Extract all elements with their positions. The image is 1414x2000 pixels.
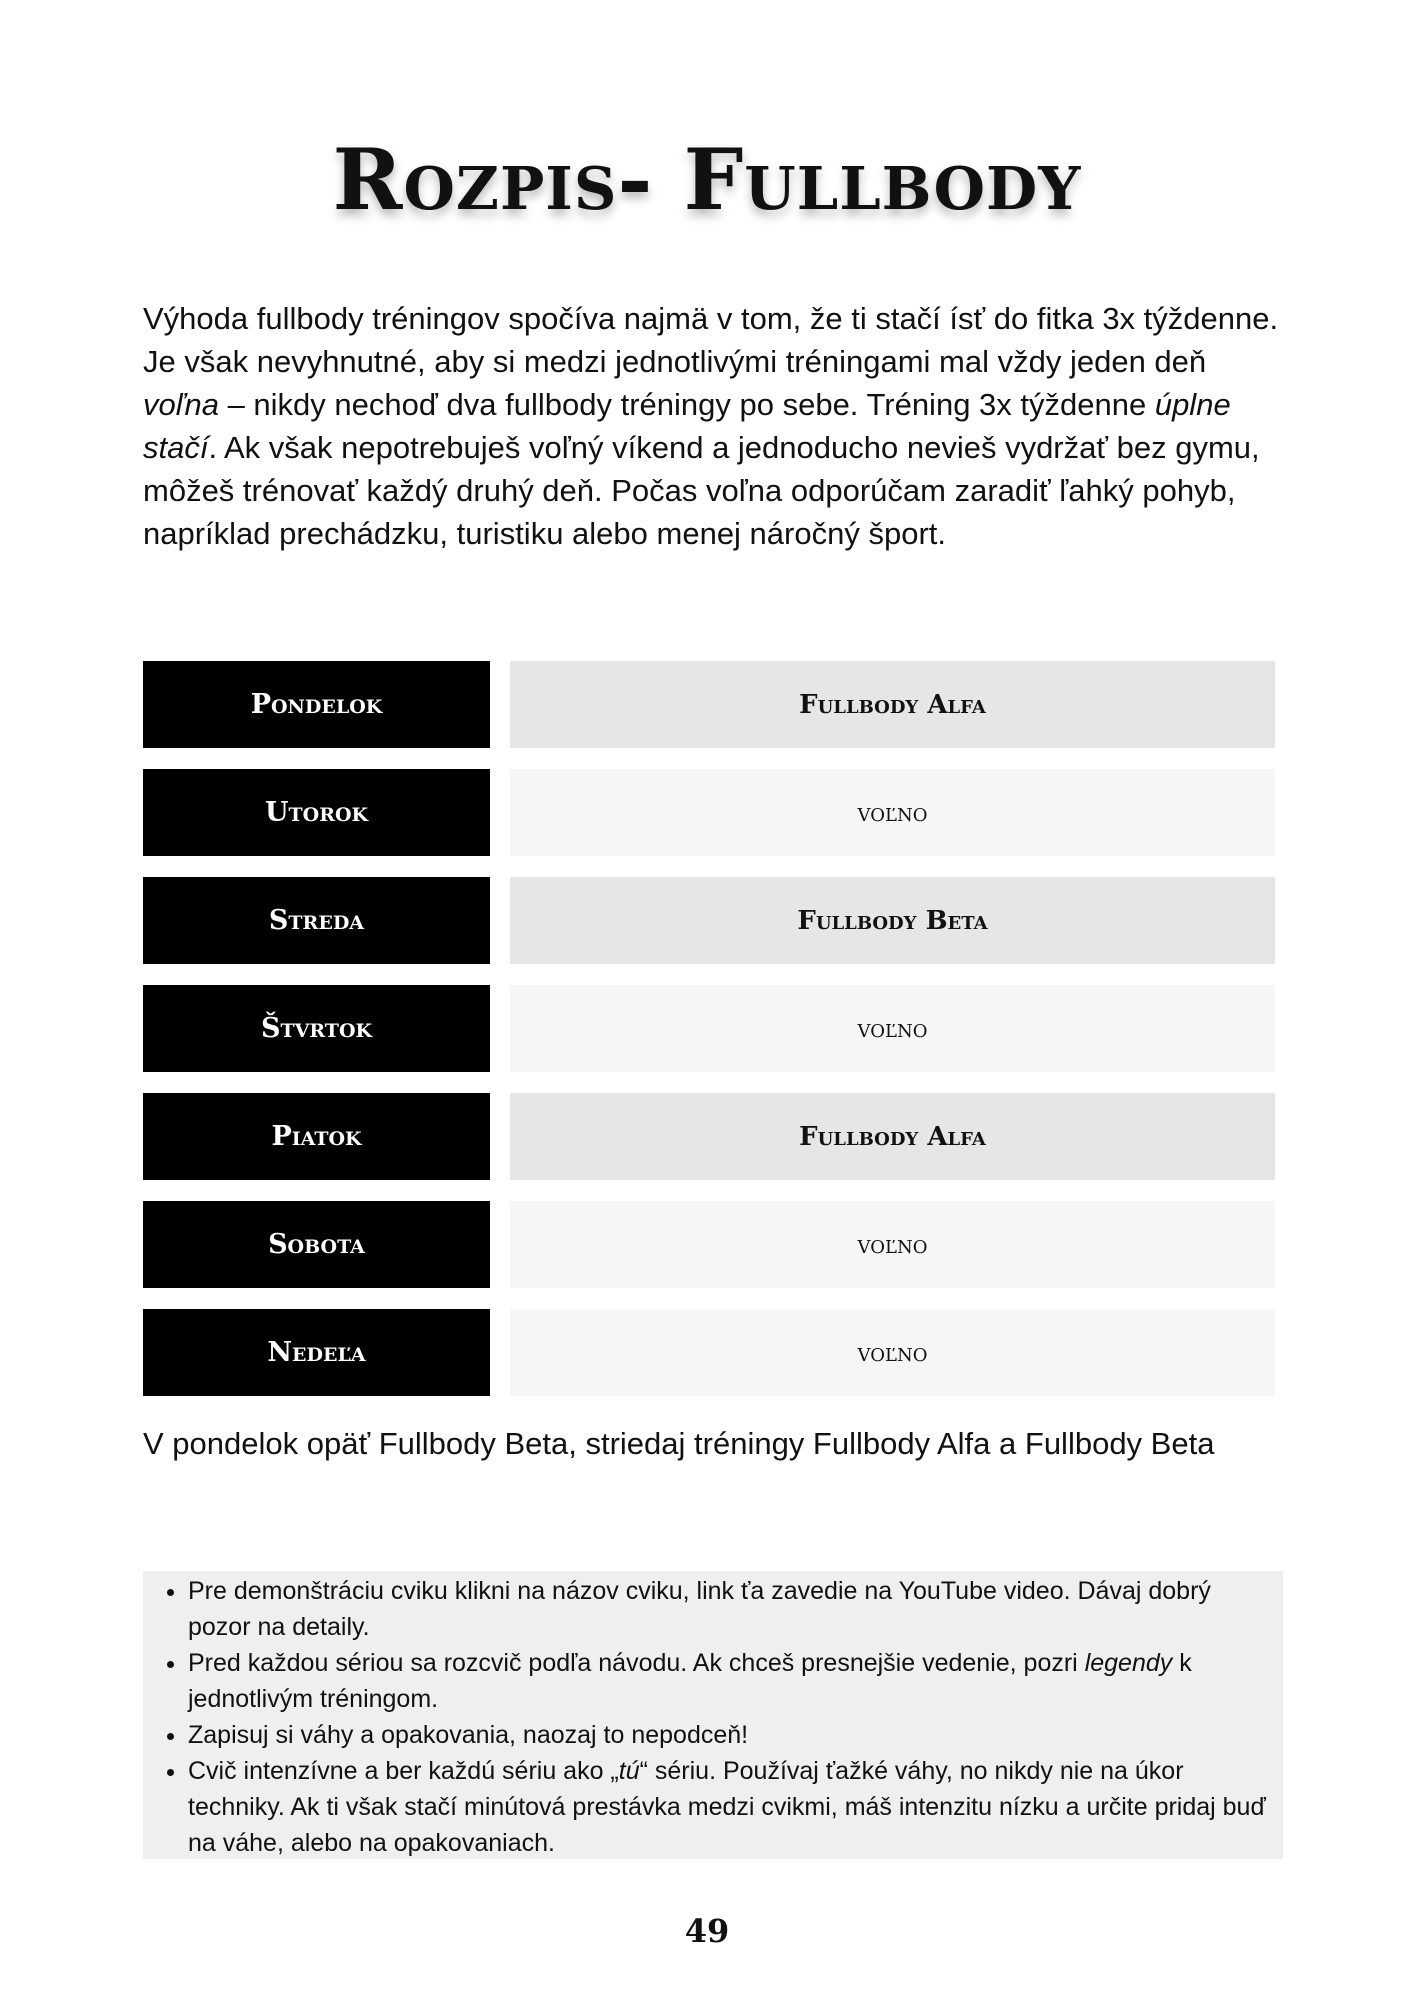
- day-plan: voľno: [510, 769, 1275, 856]
- tip-emphasis: tú: [618, 1757, 640, 1785]
- intro-paragraph: [143, 297, 1283, 555]
- rotation-note: V pondelok opäť Fullbody Beta, striedaj tréningy Fullbody Alfa a Fullbody Beta: [143, 1426, 1215, 1461]
- day-plan: Fullbody Alfa: [510, 661, 1275, 748]
- tip-item: [188, 1645, 1279, 1717]
- day-plan: Fullbody Beta: [510, 877, 1275, 964]
- day-label: Streda: [143, 877, 490, 964]
- day-label: Utorok: [143, 769, 490, 856]
- tips-box: [143, 1571, 1283, 1859]
- schedule-row: [143, 661, 1275, 748]
- intro-emphasis-2: úplne stačí: [143, 387, 1231, 465]
- schedule-row: [143, 877, 1275, 964]
- tip-text: Pred každou sériou sa rozcvič podľa návodu. Ak chceš presnejšie vedenie, pozri: [188, 1649, 1085, 1677]
- tip-item: [188, 1573, 1279, 1645]
- schedule-row: [143, 1309, 1275, 1396]
- day-label: Štvrtok: [143, 985, 490, 1072]
- tip-item: [188, 1753, 1279, 1861]
- tip-text: Zapisuj si váhy a opakovania, naozaj to nepodceň!: [188, 1721, 749, 1749]
- tip-emphasis: legendy: [1084, 1649, 1173, 1677]
- intro-text-3: . Ak však nepotrebuješ voľný víkend a jednoducho nevieš vydržať bez gymu, môžeš trénovať každý druhý deň. Počas voľna odporúčam zaradiť ľahký pohyb, napríklad prechádzku, turistiku alebo menej náročný šport.: [143, 430, 1260, 551]
- intro-emphasis-1: voľna: [143, 387, 219, 422]
- day-plan: voľno: [510, 1201, 1275, 1288]
- intro-text-1: Výhoda fullbody tréningov spočíva najmä v tom, že ti stačí ísť do fitka 3x týždenne. Je však nevyhnutné, aby si medzi jednotlivými tréningami mal vždy jeden deň: [143, 301, 1279, 379]
- schedule-row: [143, 985, 1275, 1072]
- tips-list: [143, 1573, 1279, 1861]
- schedule-row: [143, 1093, 1275, 1180]
- page-title: Rozpis- Fullbody: [332, 130, 1082, 229]
- day-plan: voľno: [510, 985, 1275, 1072]
- tip-text: Pre demonštráciu cviku klikni na názov cviku, link ťa zavedie na YouTube video. Dávaj dobrý pozor na detaily.: [188, 1577, 1211, 1641]
- schedule-row: [143, 1201, 1275, 1288]
- intro-text-2: – nikdy nechoď dva fullbody tréningy po sebe. Tréning 3x týždenne: [218, 387, 1155, 422]
- day-label: Sobota: [143, 1201, 490, 1288]
- tip-text: “ sériu. Používaj ťažké váhy, no nikdy nie na úkor techniky. Ak ti však stačí minútová prestávka medzi cvikmi, máš intenzitu nízku a určite pridaj buď na váhe, alebo na opakovaniach.: [188, 1757, 1266, 1857]
- tip-text: Cvič intenzívne a ber každú sériu ako „: [188, 1757, 619, 1785]
- page-number: 49: [684, 1912, 730, 1950]
- day-label: Nedeľa: [143, 1309, 490, 1396]
- day-label: Pondelok: [143, 661, 490, 748]
- schedule-row: [143, 769, 1275, 856]
- tip-text: k jednotlivým tréningom.: [188, 1649, 1192, 1713]
- weekly-schedule: [143, 661, 1275, 1417]
- day-label: Piatok: [143, 1093, 490, 1180]
- day-plan: Fullbody Alfa: [510, 1093, 1275, 1180]
- day-plan: voľno: [510, 1309, 1275, 1396]
- tip-item: [188, 1717, 1279, 1753]
